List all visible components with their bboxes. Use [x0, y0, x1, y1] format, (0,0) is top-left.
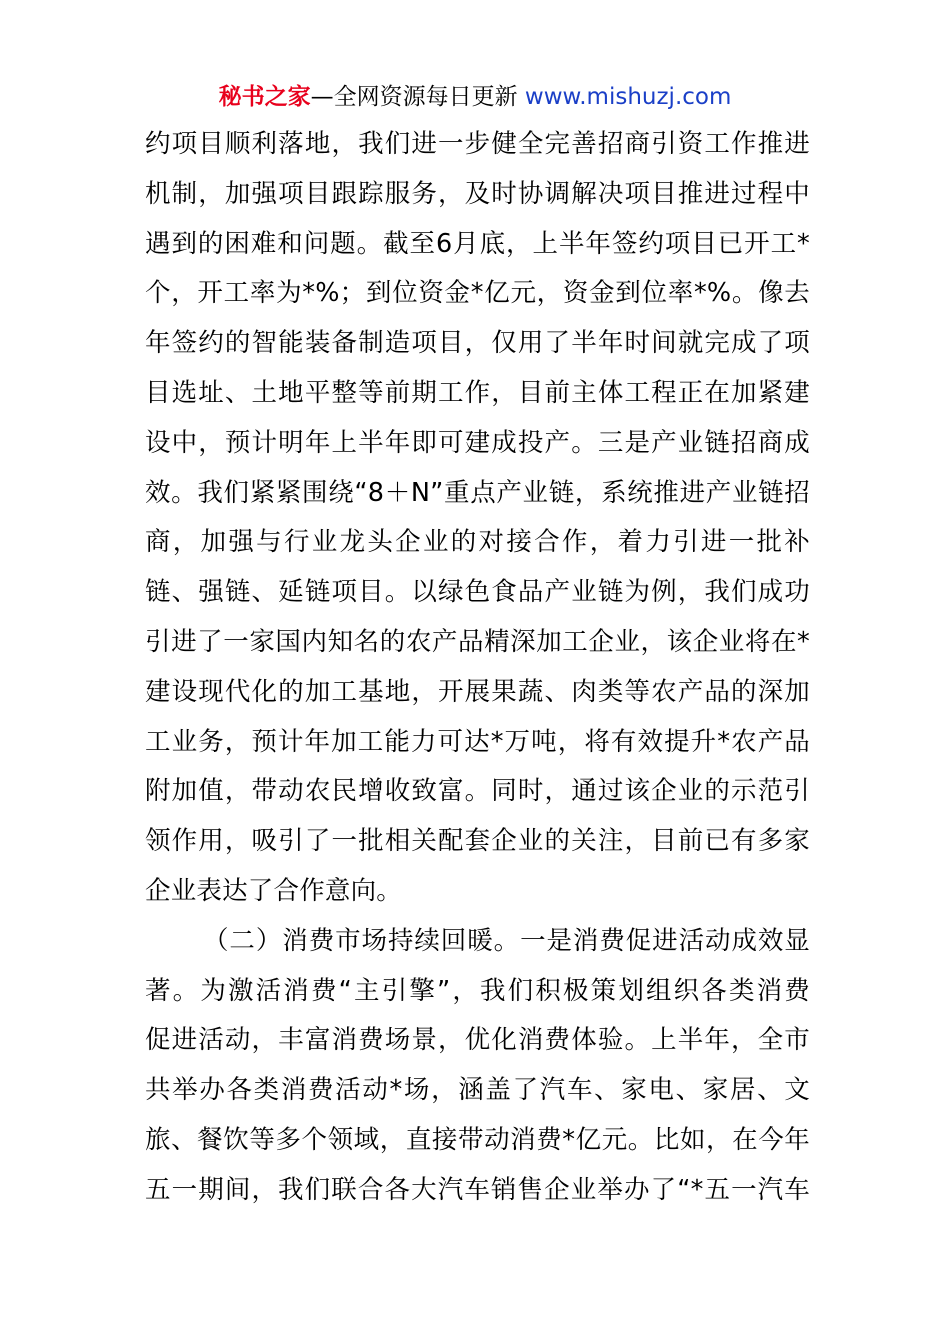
text-line: 促进活动，丰富消费场景，优化消费体验。上半年，全市 [145, 1025, 810, 1056]
text-line: 旅、餐饮等多个领域，直接带动消费*亿元。比如，在今年 [145, 1124, 810, 1155]
text-line: 链、强链、延链项目。以绿色食品产业链为例，我们成功 [145, 577, 810, 608]
text-line: 工业务，预计年加工能力可达*万吨，将有效提升*农产品 [145, 726, 810, 757]
document-body [145, 120, 810, 1216]
text-line: 效。我们紧紧围绕“8＋N”重点产业链，系统推进产业链招 [145, 477, 810, 508]
text-line: 商，加强与行业龙头企业的对接合作，着力引进一批补 [145, 527, 810, 558]
paragraph-1 [145, 120, 810, 917]
text-line: 附加值，带动农民增收致富。同时，通过该企业的示范引 [145, 776, 810, 807]
section-heading-line: （二）消费市场持续回暖。一是消费促进活动成效显 [203, 925, 810, 956]
paragraph-2 [145, 917, 810, 1216]
text-line: 年签约的智能装备制造项目，仅用了半年时间就完成了项 [145, 328, 810, 359]
brand-name: 秘书之家 [218, 84, 311, 110]
text-line: 遇到的困难和问题。截至6月底，上半年签约项目已开工* [145, 228, 810, 259]
text-line: 建设现代化的加工基地，开展果蔬、肉类等农产品的深加 [145, 676, 810, 707]
text-line: 企业表达了合作意向。 [145, 875, 403, 906]
text-line: 领作用，吸引了一批相关配套企业的关注，目前已有多家 [145, 826, 810, 857]
header-slogan: —全网资源每日更新 [310, 84, 525, 110]
text-line: 目选址、土地平整等前期工作，目前主体工程正在加紧建 [145, 377, 810, 408]
text-line: 约项目顺利落地，我们进一步健全完善招商引资工作推进 [145, 129, 810, 159]
text-line: 共举办各类消费活动*场，涵盖了汽车、家电、家居、文 [145, 1075, 810, 1106]
text-line: 个，开工率为*%；到位资金*亿元，资金到位率*%。像去 [145, 278, 810, 309]
text-line: 机制，加强项目跟踪服务，及时协调解决项目推进过程中 [145, 178, 810, 209]
text-line: 设中，预计明年上半年即可建成投产。三是产业链招商成 [145, 427, 810, 458]
site-url-link[interactable]: www.mishuzj.com [524, 84, 732, 110]
text-line: 著。为激活消费“主引擎”，我们积极策划组织各类消费 [145, 975, 810, 1006]
text-line: 引进了一家国内知名的农产品精深加工企业，该企业将在* [145, 626, 810, 657]
text-line: 五一期间，我们联合各大汽车销售企业举办了“*五一汽车 [145, 1174, 810, 1205]
site-header [0, 80, 950, 114]
